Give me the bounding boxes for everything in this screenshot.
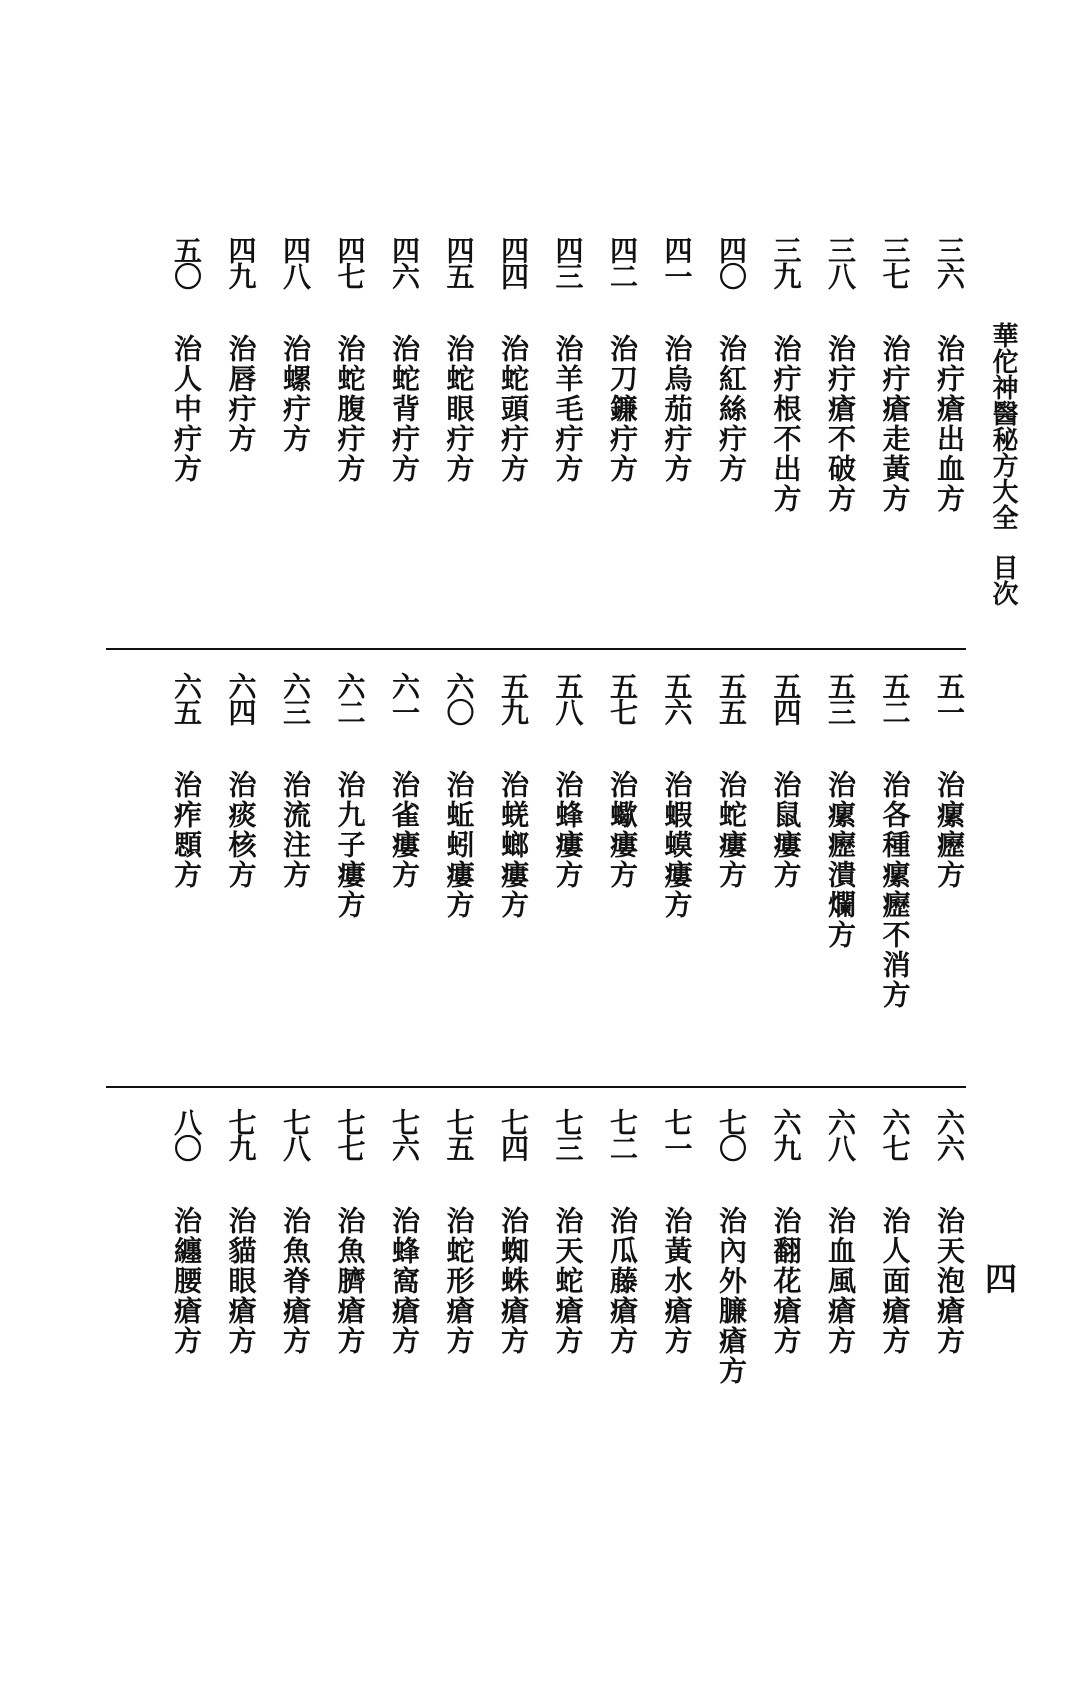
entry-number: 三七: [878, 236, 912, 288]
toc-entry: [651, 236, 703, 566]
entry-title: 治翻花瘡方: [769, 1206, 803, 1356]
toc-entry: [160, 1108, 212, 1468]
entry-title: 治蚯蚓瘻方: [442, 770, 476, 920]
toc-entry: [433, 1108, 485, 1468]
running-header: [978, 322, 1022, 606]
entry-number: 六五: [170, 672, 203, 724]
section-divider: [106, 1086, 966, 1088]
entry-number: 三九: [769, 236, 803, 288]
entry-title: 治纏腰瘡方: [170, 1206, 203, 1356]
toc-entry: [378, 1108, 430, 1468]
page-number: 四: [980, 1262, 1018, 1294]
entry-number: 五三: [824, 672, 857, 724]
entry-title: 治魚臍瘡方: [333, 1206, 367, 1356]
toc-entry: [651, 672, 703, 1042]
entry-number: 四五: [442, 236, 476, 288]
toc-entry: [324, 1108, 376, 1468]
toc-entry: [923, 236, 975, 566]
entry-title: 治九子瘻方: [333, 770, 367, 920]
entry-title: 治蜣螂瘻方: [497, 770, 530, 920]
toc-entry: [487, 1108, 539, 1468]
toc-entry: [269, 1108, 321, 1468]
entry-title: 治蛇形瘡方: [442, 1206, 476, 1356]
entry-title: 治唇疔方: [224, 334, 258, 454]
entry-title: 治蛇背疔方: [388, 334, 421, 484]
toc-entry: [215, 1108, 267, 1468]
toc-entry: [705, 1108, 757, 1468]
entry-title: 治蛇頭疔方: [497, 334, 530, 484]
entry-title: 治內外臁瘡方: [715, 1206, 748, 1386]
entry-number: 五四: [769, 672, 803, 724]
entry-number: 三六: [933, 236, 966, 288]
entry-title: 治血風瘡方: [824, 1206, 857, 1356]
book-title: 華佗神醫秘方大全: [988, 322, 1018, 530]
entry-title: 治蝦蟆瘻方: [660, 770, 694, 920]
entry-title: 治疔瘡出血方: [933, 334, 966, 514]
entry-number: 五九: [497, 672, 530, 724]
entry-title: 治疔瘡走黃方: [878, 334, 912, 514]
toc-entry: [324, 236, 376, 566]
entry-title: 治疔根不出方: [769, 334, 803, 514]
entry-title: 治螺疔方: [279, 334, 312, 454]
toc-entry: [542, 1108, 594, 1468]
entry-title: 治各種瘰癧不消方: [878, 770, 912, 1010]
entry-title: 治痄顋方: [170, 770, 203, 890]
toc-entry: [269, 236, 321, 566]
toc-entry: [596, 672, 648, 1042]
entry-number: 四二: [606, 236, 639, 288]
entry-title: 治天泡瘡方: [933, 1206, 966, 1356]
entry-number: 六九: [769, 1108, 803, 1160]
toc-entry: [923, 1108, 975, 1468]
toc-entry: [433, 236, 485, 566]
entry-title: 治雀瘻方: [388, 770, 421, 890]
entry-title: 治刀鐮疔方: [606, 334, 639, 484]
toc-entry: [542, 672, 594, 1042]
entry-number: 六一: [388, 672, 421, 724]
entry-number: 七四: [497, 1108, 530, 1160]
entry-number: 五〇: [170, 236, 203, 288]
entry-number: 七六: [388, 1108, 421, 1160]
entry-number: 七三: [551, 1108, 585, 1160]
entry-title: 治蜘蛛瘡方: [497, 1206, 530, 1356]
toc-entry: [705, 236, 757, 566]
entry-number: 三八: [824, 236, 857, 288]
entry-number: 七一: [660, 1108, 694, 1160]
entry-title: 治瓜藤瘡方: [606, 1206, 639, 1356]
toc-entry: [814, 1108, 866, 1468]
entry-number: 四九: [224, 236, 258, 288]
toc-entry: [324, 672, 376, 1042]
toc-entry: [542, 236, 594, 566]
toc-entry: [378, 236, 430, 566]
entry-title: 治蜂窩瘡方: [388, 1206, 421, 1356]
toc-entry: [487, 672, 539, 1042]
entry-number: 四七: [333, 236, 367, 288]
toc-entry: [760, 1108, 812, 1468]
entry-number: 四一: [660, 236, 694, 288]
entry-title: 治蛇腹疔方: [333, 334, 367, 484]
entry-title: 治流注方: [279, 770, 312, 890]
toc-entry: [215, 236, 267, 566]
entry-title: 治魚脊瘡方: [279, 1206, 312, 1356]
entry-number: 六六: [933, 1108, 966, 1160]
toc-entry: [869, 1108, 921, 1468]
entry-title: 治貓眼瘡方: [224, 1206, 258, 1356]
toc-entry: [760, 672, 812, 1042]
entry-title: 治痰核方: [224, 770, 258, 890]
toc-entry: [760, 236, 812, 566]
entry-number: 五六: [660, 672, 694, 724]
entry-number: 八〇: [170, 1108, 203, 1160]
entry-number: 七八: [279, 1108, 312, 1160]
entry-number: 五七: [606, 672, 639, 724]
toc-entry: [705, 672, 757, 1042]
entry-title: 治天蛇瘡方: [551, 1206, 585, 1356]
entry-number: 四〇: [715, 236, 748, 288]
entry-number: 七九: [224, 1108, 258, 1160]
toc-entry: [433, 672, 485, 1042]
toc-section-1: [100, 236, 975, 566]
toc-entry: [215, 672, 267, 1042]
entry-number: 六二: [333, 672, 367, 724]
toc-entry: [596, 236, 648, 566]
toc-section-3: [100, 1108, 975, 1468]
toc-entry: [814, 672, 866, 1042]
toc-entry: [160, 236, 212, 566]
entry-number: 六八: [824, 1108, 857, 1160]
entry-number: 五二: [878, 672, 912, 724]
entry-title: 治烏茄疔方: [660, 334, 694, 484]
entry-title: 治人面瘡方: [878, 1206, 912, 1356]
entry-number: 六〇: [442, 672, 476, 724]
toc-entry: [651, 1108, 703, 1468]
toc-entry: [378, 672, 430, 1042]
entry-number: 四六: [388, 236, 421, 288]
toc-entry: [596, 1108, 648, 1468]
entry-title: 治羊毛疔方: [551, 334, 585, 484]
section-divider: [106, 648, 966, 650]
toc-entry: [869, 672, 921, 1042]
entry-number: 五八: [551, 672, 585, 724]
entry-title: 治人中疔方: [170, 334, 203, 484]
entry-title: 治蛇眼疔方: [442, 334, 476, 484]
entry-number: 五五: [715, 672, 748, 724]
entry-title: 治瘰癧潰爛方: [824, 770, 857, 950]
entry-title: 治蛇瘻方: [715, 770, 748, 890]
entry-number: 七五: [442, 1108, 476, 1160]
toc-entry: [814, 236, 866, 566]
toc-entry: [160, 672, 212, 1042]
toc-entry: [923, 672, 975, 1042]
entry-number: 五一: [933, 672, 966, 724]
entry-title: 治疔瘡不破方: [824, 334, 857, 514]
entry-title: 治蠍瘻方: [606, 770, 639, 890]
entry-title: 治瘰癧方: [933, 770, 966, 890]
entry-number: 七七: [333, 1108, 367, 1160]
toc-entry: [487, 236, 539, 566]
entry-number: 四三: [551, 236, 585, 288]
toc-entry: [269, 672, 321, 1042]
entry-number: 六四: [224, 672, 258, 724]
toc-entry: [869, 236, 921, 566]
entry-number: 六三: [279, 672, 312, 724]
entry-number: 四八: [279, 236, 312, 288]
entry-number: 七〇: [715, 1108, 748, 1160]
entry-number: 六七: [878, 1108, 912, 1160]
entry-number: 四四: [497, 236, 530, 288]
entry-title: 治黃水瘡方: [660, 1206, 694, 1356]
entry-title: 治紅絲疔方: [715, 334, 748, 484]
entry-title: 治蜂瘻方: [551, 770, 585, 890]
entry-title: 治鼠瘻方: [769, 770, 803, 890]
toc-section-2: [100, 672, 975, 1042]
entry-number: 七二: [606, 1108, 639, 1160]
section-label: 目次: [988, 554, 1018, 606]
